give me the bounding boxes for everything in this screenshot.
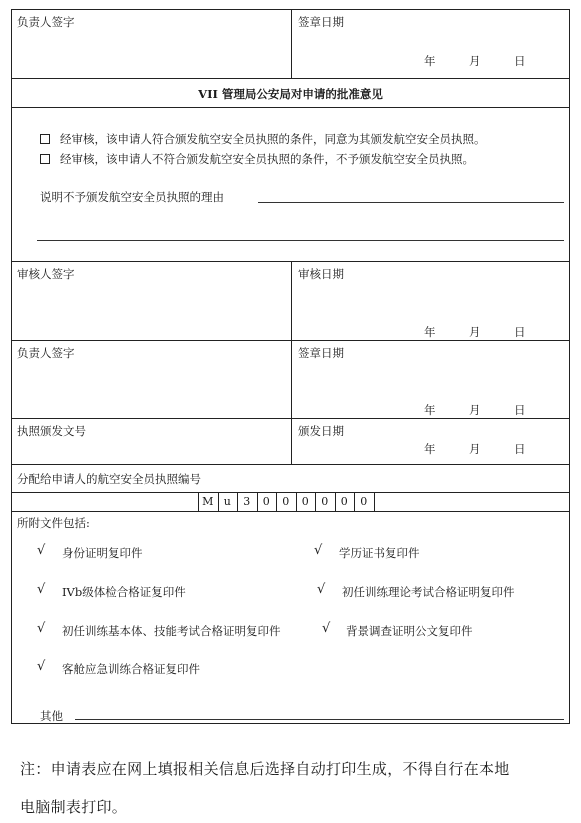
license-number-box-divider xyxy=(276,492,277,511)
attachment-item: 身份证明复印件 xyxy=(62,546,143,560)
license-number-char: 0 xyxy=(282,495,290,508)
divider xyxy=(11,511,570,512)
divider xyxy=(11,464,570,465)
license-number-char: 0 xyxy=(360,495,368,508)
checkmark-icon: √ xyxy=(322,621,331,636)
date-month: 月 xyxy=(469,54,481,68)
license-number-box-divider xyxy=(218,492,219,511)
reject-reason-field[interactable] xyxy=(258,202,564,203)
date-year: 年 xyxy=(424,325,436,339)
attachment-item: 学历证书复印件 xyxy=(339,546,420,560)
license-number-char: u xyxy=(223,495,231,508)
license-number-box-divider xyxy=(315,492,316,511)
section-vii-title: VII 管理局公安局对申请的批准意见 xyxy=(198,87,383,101)
review-date-label: 审核日期 xyxy=(298,267,344,281)
license-number-box-divider xyxy=(296,492,297,511)
checkmark-icon: √ xyxy=(317,582,326,597)
license-number-box-divider xyxy=(374,492,375,511)
other-field[interactable] xyxy=(75,719,564,720)
date-day: 日 xyxy=(514,403,526,417)
reviewer-label: 审核人签字 xyxy=(17,267,75,281)
license-number-char: 0 xyxy=(340,495,348,508)
column-divider xyxy=(291,261,292,464)
license-number-box-divider xyxy=(237,492,238,511)
date-day: 日 xyxy=(514,325,526,339)
license-number-char: M xyxy=(202,495,214,508)
date-year: 年 xyxy=(424,54,436,68)
reject-reason-label: 说明不予颁发航空安全员执照的理由 xyxy=(40,190,224,204)
license-number-char: 3 xyxy=(243,495,251,508)
license-number-box-divider xyxy=(354,492,355,511)
responsible-signer-label: 负责人签字 xyxy=(17,346,75,360)
checkmark-icon: √ xyxy=(37,621,46,636)
reject-option-text: 经审核，该申请人不符合颁发航空安全员执照的条件，不予颁发航空安全员执照。 xyxy=(60,152,474,166)
reject-option[interactable] xyxy=(40,151,474,167)
license-number-box-divider xyxy=(335,492,336,511)
attachment-item: 背景调查证明公文复印件 xyxy=(346,624,473,638)
column-divider xyxy=(291,9,292,78)
attachment-item: 初任训练理论考试合格证明复印件 xyxy=(342,585,515,599)
license-doc-no-label: 执照颁发文号 xyxy=(17,424,86,438)
license-number-char: 0 xyxy=(321,495,329,508)
approve-option-text: 经审核，该申请人符合颁发航空安全员执照的条件，同意为其颁发航空安全员执照。 xyxy=(60,132,486,146)
attachment-item: IVb级体检合格证复印件 xyxy=(62,585,186,599)
attachment-item: 初任训练基本体、技能考试合格证明复印件 xyxy=(62,624,281,638)
license-number-char: 0 xyxy=(262,495,270,508)
license-number-char: 0 xyxy=(301,495,309,508)
issue-date-label: 颁发日期 xyxy=(298,424,344,438)
divider xyxy=(11,78,570,79)
divider xyxy=(11,107,570,108)
date-month: 月 xyxy=(469,442,481,456)
seal-date-label: 签章日期 xyxy=(298,15,344,29)
footnote-line-1: 注：申请表应在网上填报相关信息后选择自动打印生成，不得自行在本地 xyxy=(20,760,510,778)
other-label: 其他 xyxy=(40,709,63,723)
license-number-box-divider xyxy=(198,492,199,511)
reject-reason-field-line2[interactable] xyxy=(37,240,564,241)
date-month: 月 xyxy=(469,325,481,339)
checkmark-icon: √ xyxy=(37,582,46,597)
footnote-line-2: 电脑制表打印。 xyxy=(20,798,128,816)
reject-checkbox[interactable] xyxy=(40,154,50,164)
checkmark-icon: √ xyxy=(314,543,323,558)
date-day: 日 xyxy=(514,54,526,68)
checkmark-icon: √ xyxy=(37,543,46,558)
date-year: 年 xyxy=(424,442,436,456)
license-number-label: 分配给申请人的航空安全员执照编号 xyxy=(17,472,201,486)
approve-checkbox[interactable] xyxy=(40,134,50,144)
license-number-box-divider xyxy=(257,492,258,511)
date-year: 年 xyxy=(424,403,436,417)
approve-option[interactable] xyxy=(40,131,486,147)
responsible-seal-date-label: 签章日期 xyxy=(298,346,344,360)
date-day: 日 xyxy=(514,442,526,456)
signer-label: 负责人签字 xyxy=(17,15,75,29)
attachments-label: 所附文件包括: xyxy=(17,516,90,530)
checkmark-icon: √ xyxy=(37,659,46,674)
attachment-item: 客舱应急训练合格证复印件 xyxy=(62,662,200,676)
date-month: 月 xyxy=(469,403,481,417)
